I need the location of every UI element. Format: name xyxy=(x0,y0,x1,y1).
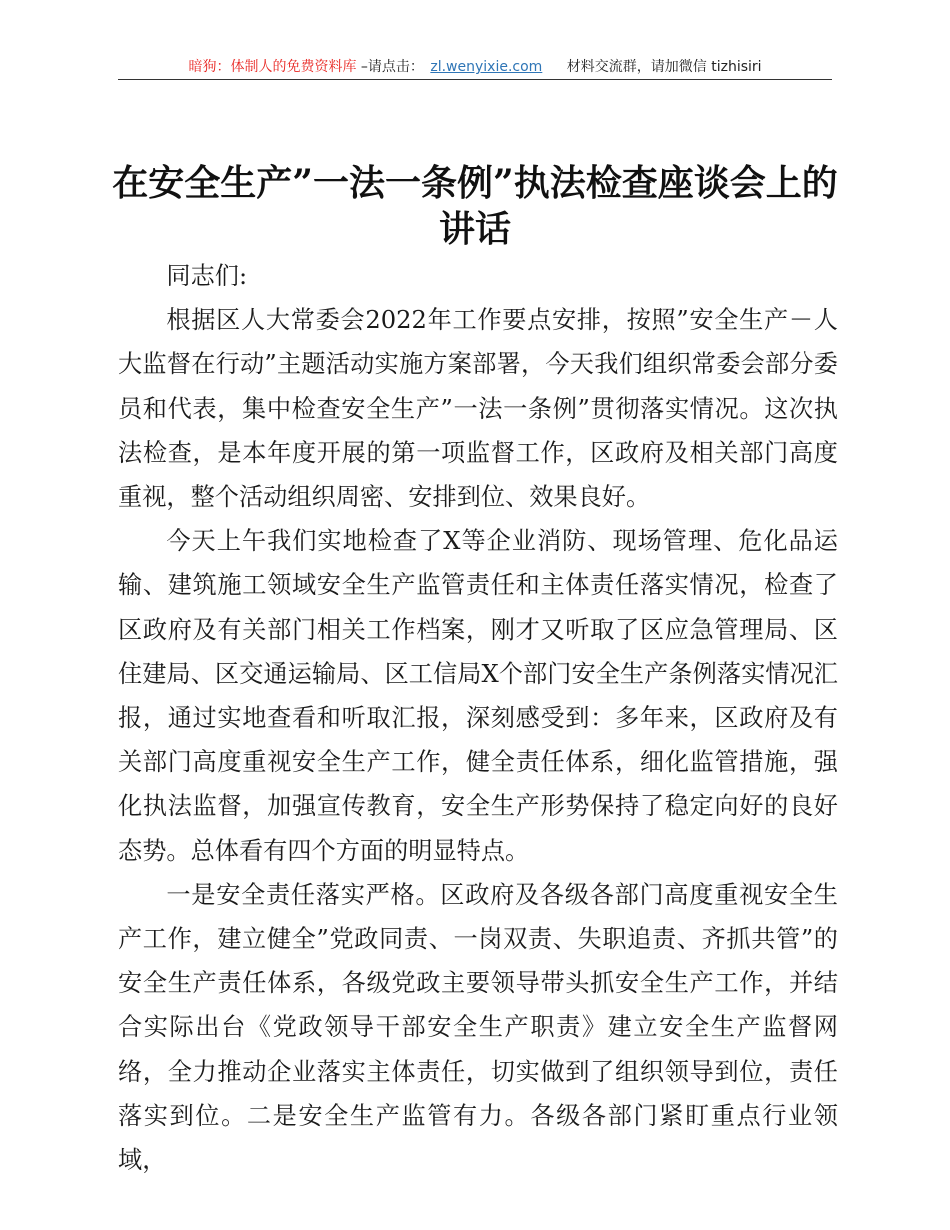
paragraph: 根据区人大常委会2022年工作要点安排，按照”安全生产－人大监督在行动”主题活动实施方案部署，今天我们组织常委会部分委员和代表，集中检查安全生产”一法一条例”贯彻落实情况。这次执法检查，是本年度开展的第一项监督工作，区政府及相关部门高度重视，整个活动组织周密、安排到位、效果良好。 xyxy=(118,306,838,512)
paragraph: 今天上午我们实地检查了X等企业消防、现场管理、危化品运输、建筑施工领域安全生产监管责任和主体责任落实情况，检查了区政府及有关部门相关工作档案，刚才又听取了区应急管理局、区住建局、区交通运输局、区工信局X个部门安全生产条例落实情况汇报，通过实地查看和听取汇报，深刻感受到：多年来，区政府及有关部门高度重视安全生产工作，健全责任体系，细化监管措施，强化执法监督，加强宣传教育，安全生产形势保持了稳定向好的良好态势。总体看有四个方面的明显特点。 xyxy=(118,527,838,865)
website-link[interactable]: zl.wenyixie.com xyxy=(430,59,543,75)
page-header-banner xyxy=(118,56,832,80)
paragraph: 一是安全责任落实严格。区政府及各级各部门高度重视安全生产工作，建立健全”党政同责、一岗双责、失职追责、齐抓共管”的安全生产责任体系，各级党政主要领导带头抓安全生产工作，并结合实际出台《党政领导干部安全生产职责》建立安全生产监督网络，全力推动企业落实主体责任，切实做到了组织领导到位，责任落实到位。二是安全生产监管有力。各级各部门紧盯重点行业领域， xyxy=(118,880,838,1175)
prompt-text: –请点击： xyxy=(360,59,424,75)
header-divider xyxy=(118,79,832,80)
brand-text: 暗狗：体制人的免费资料库 xyxy=(188,59,357,75)
wechat-group-text: 材料交流群，请加微信 tizhisiri xyxy=(566,59,762,75)
document-title: 在安全生产”一法一条例”执法检查座谈会上的讲话 xyxy=(112,162,838,251)
greeting: 同志们: xyxy=(166,262,248,290)
document-body xyxy=(118,254,838,1182)
